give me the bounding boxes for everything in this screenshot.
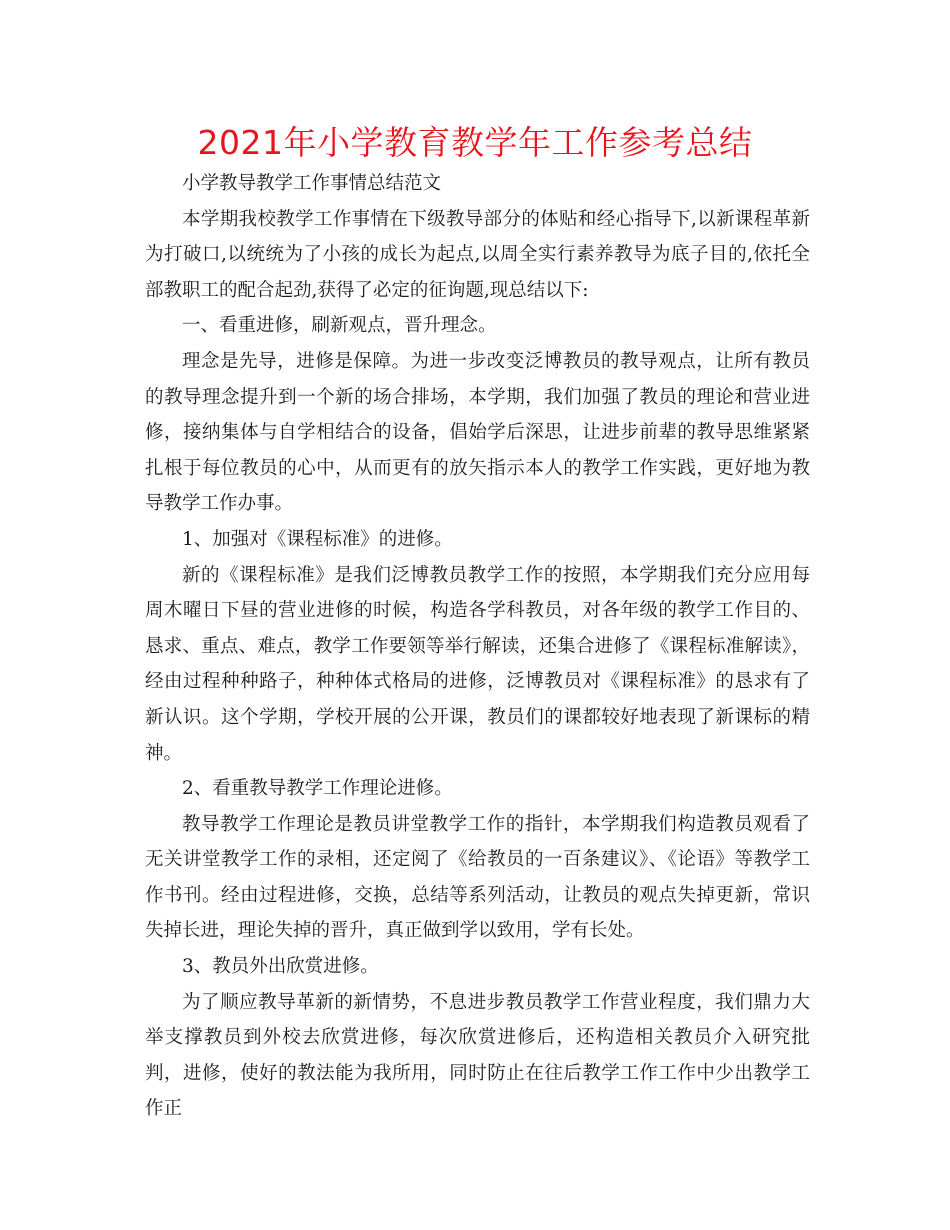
- document-body: [145, 166, 810, 1127]
- subsection-heading-1: 1、加强对《课程标准》的进修。: [182, 528, 453, 550]
- section-heading-1: 一、看重进修，刷新观点，晋升理念。: [182, 315, 497, 337]
- paragraph-subtitle: 小学教导教学工作事情总结范文: [182, 173, 442, 194]
- paragraph-intro: 本学期我校教学工作事情在下级教导部分的体贴和经心指导下,以新课程革新为打破口,以统统为了小孩的成长为起点,以周全实行素养教导为底子目的,依托全部教职工的配合起劲,获得了必定的征询题,现总结以下:: [145, 208, 810, 301]
- paragraph-concept: 理念是先导，进修是保障。为进一步改变泛博教员的教导观点，让所有教员的教导理念提升到一个新的场合排场，本学期，我们加强了教员的理论和营业进修，接纳集体与自学相结合的设备，倡始学后深思，让进步前辈的教导思维紧紧扎根于每位教员的心中，从而更有的放矢指示本人的教学工作实践，更好地为教导教学工作办事。: [145, 350, 810, 515]
- document-title: 2021年小学教育教学年工作参考总结: [197, 123, 753, 162]
- subsection-heading-3: 3、教员外出欣赏进修。: [182, 956, 379, 978]
- paragraph-curriculum: 新的《课程标准》是我们泛博教员教学工作的按照，本学期我们充分应用每周木曜日下昼的营业进修的时候，构造各学科教员，对各年级的教学工作目的、恳求、重点、难点，教学工作要领等举行解读，还集合进修了《课程标准解读》，经由过程种种路子，种种体式格局的进修，泛博教员对《课程标准》的恳求有了新认识。这个学期，学校开展的公开课，教员们的课都较好地表现了新课标的精神。: [145, 564, 810, 764]
- subsection-heading-2: 2、看重教导教学工作理论进修。: [182, 778, 453, 800]
- paragraph-visits: 为了顺应教导革新的新情势，不息进步教员教学工作营业程度，我们鼎力大举支撑教员到外校去欣赏进修，每次欣赏进修后，还构造相关教员介入研究批判，进修，使好的教法能为我所用，同时防止在往后教学工作工作中少出教学工作正: [145, 991, 810, 1120]
- paragraph-theory: 教导教学工作理论是教员讲堂教学工作的指针，本学期我们构造教员观看了无关讲堂教学工作的录相，还定阅了《给教员的一百条建议》、《论语》等教学工作书刊。经由过程进修，交换，总结等系列活动，让教员的观点失掉更新，常识失掉长进，理论失掉的晋升，真正做到学以致用，学有长处。: [145, 813, 810, 942]
